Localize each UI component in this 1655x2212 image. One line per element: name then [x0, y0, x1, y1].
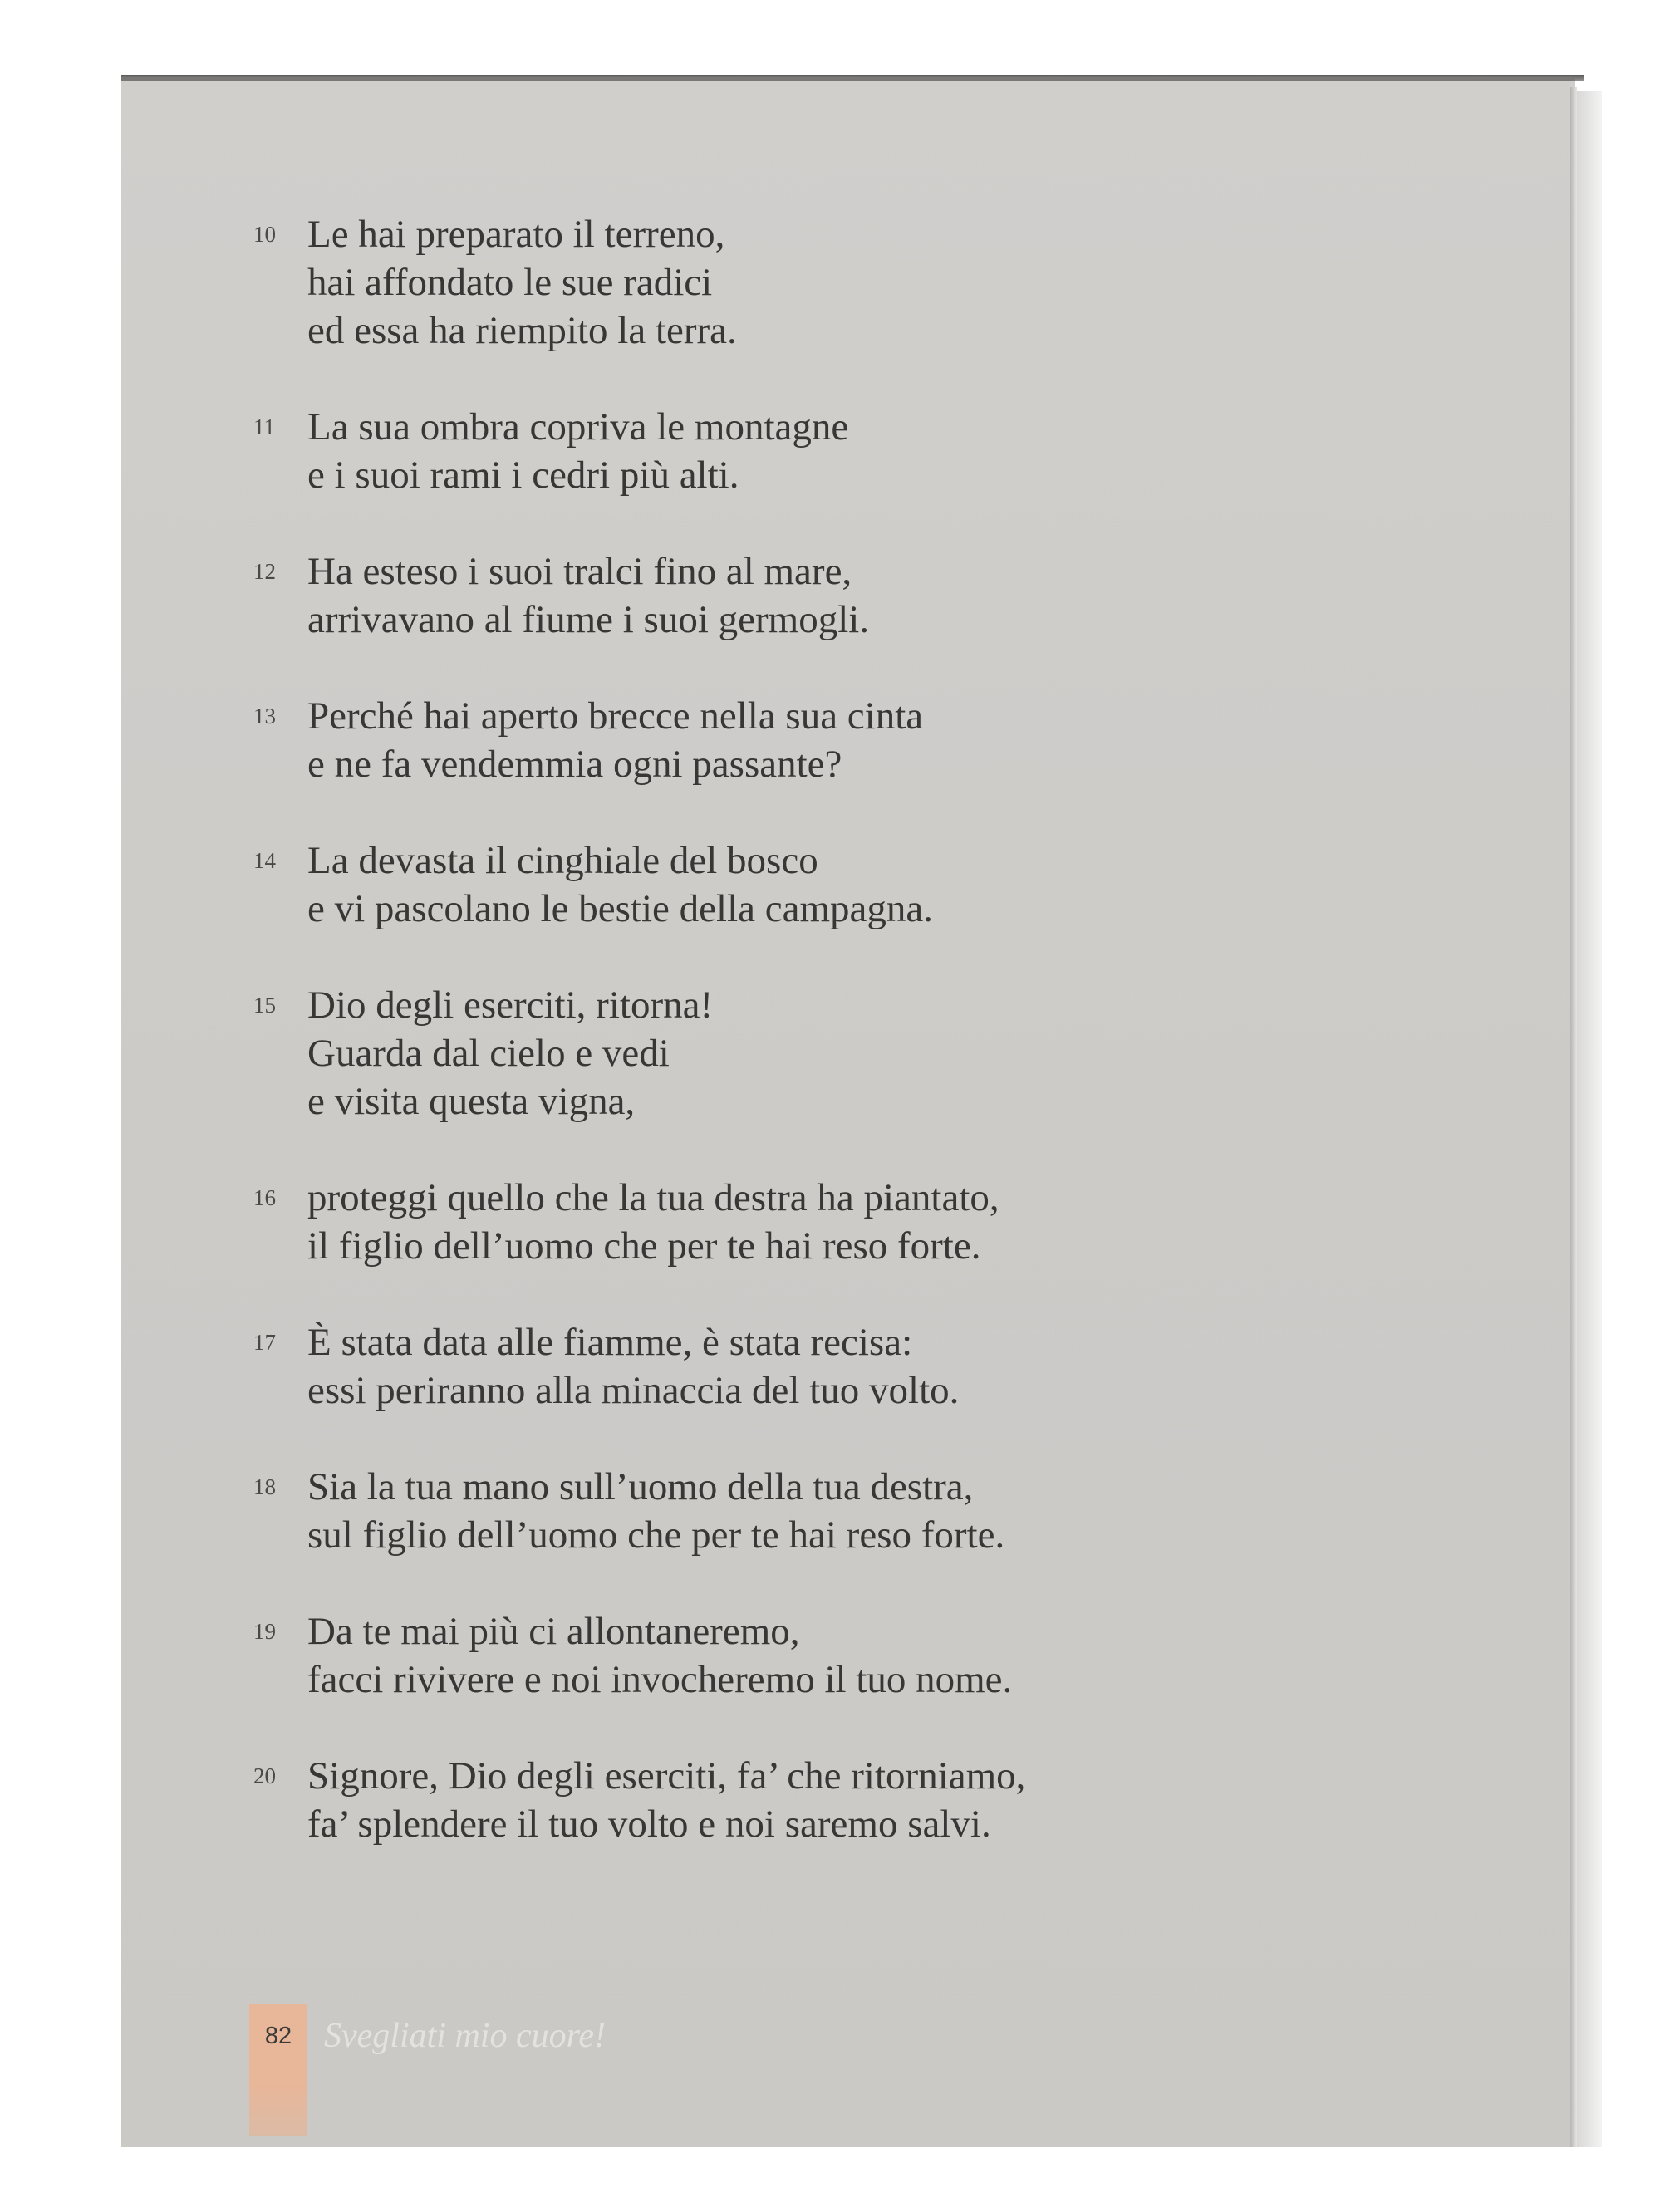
verse [253, 1752, 1500, 1848]
running-title: Svegliati mio cuore! [324, 2017, 607, 2055]
verse-line: e vi pascolano le bestie della campagna. [307, 887, 933, 930]
verse-line: Guarda dal cielo e vedi [307, 1032, 670, 1075]
verse-number: 13 [253, 704, 276, 728]
verse-line: proteggi quello che la tua destra ha piantato, [307, 1176, 999, 1219]
verse [253, 836, 1500, 933]
verse-number: 10 [253, 222, 276, 247]
verse [253, 547, 1500, 644]
page-right-edge [1570, 87, 1577, 2147]
verse-line: facci rivivere e noi invocheremo il tuo nome. [307, 1658, 1013, 1701]
verse [253, 210, 1500, 355]
verse-line: Perché hai aperto brecce nella sua cinta [307, 694, 924, 738]
verse-number: 18 [253, 1474, 276, 1499]
verse-line: essi periranno alla minaccia del tuo volto. [307, 1369, 960, 1412]
page-number: 82 [264, 2023, 292, 2049]
verse-number: 11 [253, 414, 275, 439]
verse-line: e i suoi rami i cedri più alti. [307, 454, 739, 497]
verse-number: 12 [253, 559, 276, 584]
verse [253, 692, 1500, 788]
verse [253, 1463, 1500, 1559]
verse-line: Le hai preparato il terreno, [307, 213, 725, 256]
verse-line: Da te mai più ci allontaneremo, [307, 1610, 800, 1653]
verse-number: 15 [253, 993, 276, 1018]
verse-number: 20 [253, 1763, 276, 1788]
verse-line: Sia la tua mano sull’uomo della tua destra, [307, 1465, 974, 1508]
verse [253, 981, 1500, 1126]
verse-number: 17 [253, 1330, 276, 1355]
verse-number: 16 [253, 1185, 276, 1210]
verse-number: 19 [253, 1619, 276, 1644]
background-sheet [1577, 91, 1602, 2147]
verse-line: Dio degli eserciti, ritorna! [307, 983, 714, 1027]
verse-line: hai affondato le sue radici [307, 261, 713, 304]
verse-line: Ha esteso i suoi tralci fino al mare, [307, 550, 852, 593]
psalm-verses [253, 210, 1500, 1896]
verse-line: e ne fa vendemmia ogni passante? [307, 743, 842, 786]
verse-line: e visita questa vigna, [307, 1080, 636, 1123]
verse-line: sul figlio dell’uomo che per te hai reso forte. [307, 1513, 1005, 1557]
verse [253, 1174, 1500, 1270]
verse-line: La devasta il cinghiale del bosco [307, 839, 818, 882]
verse [253, 403, 1500, 499]
verse-line: Signore, Dio degli eserciti, fa’ che ritorniamo, [307, 1754, 1026, 1798]
verse [253, 1318, 1500, 1415]
verse-number: 14 [253, 848, 276, 873]
verse-line: ed essa ha riempito la terra. [307, 309, 737, 352]
verse-line: È stata data alle fiamme, è stata recisa: [307, 1321, 913, 1364]
verse-line: il figlio dell’uomo che per te hai reso forte. [307, 1224, 981, 1268]
verse-line: La sua ombra copriva le montagne [307, 405, 849, 449]
verse-line: fa’ splendere il tuo volto e noi saremo salvi. [307, 1802, 991, 1846]
verse [253, 1607, 1500, 1704]
verse-line: arrivavano al fiume i suoi germogli. [307, 598, 870, 641]
